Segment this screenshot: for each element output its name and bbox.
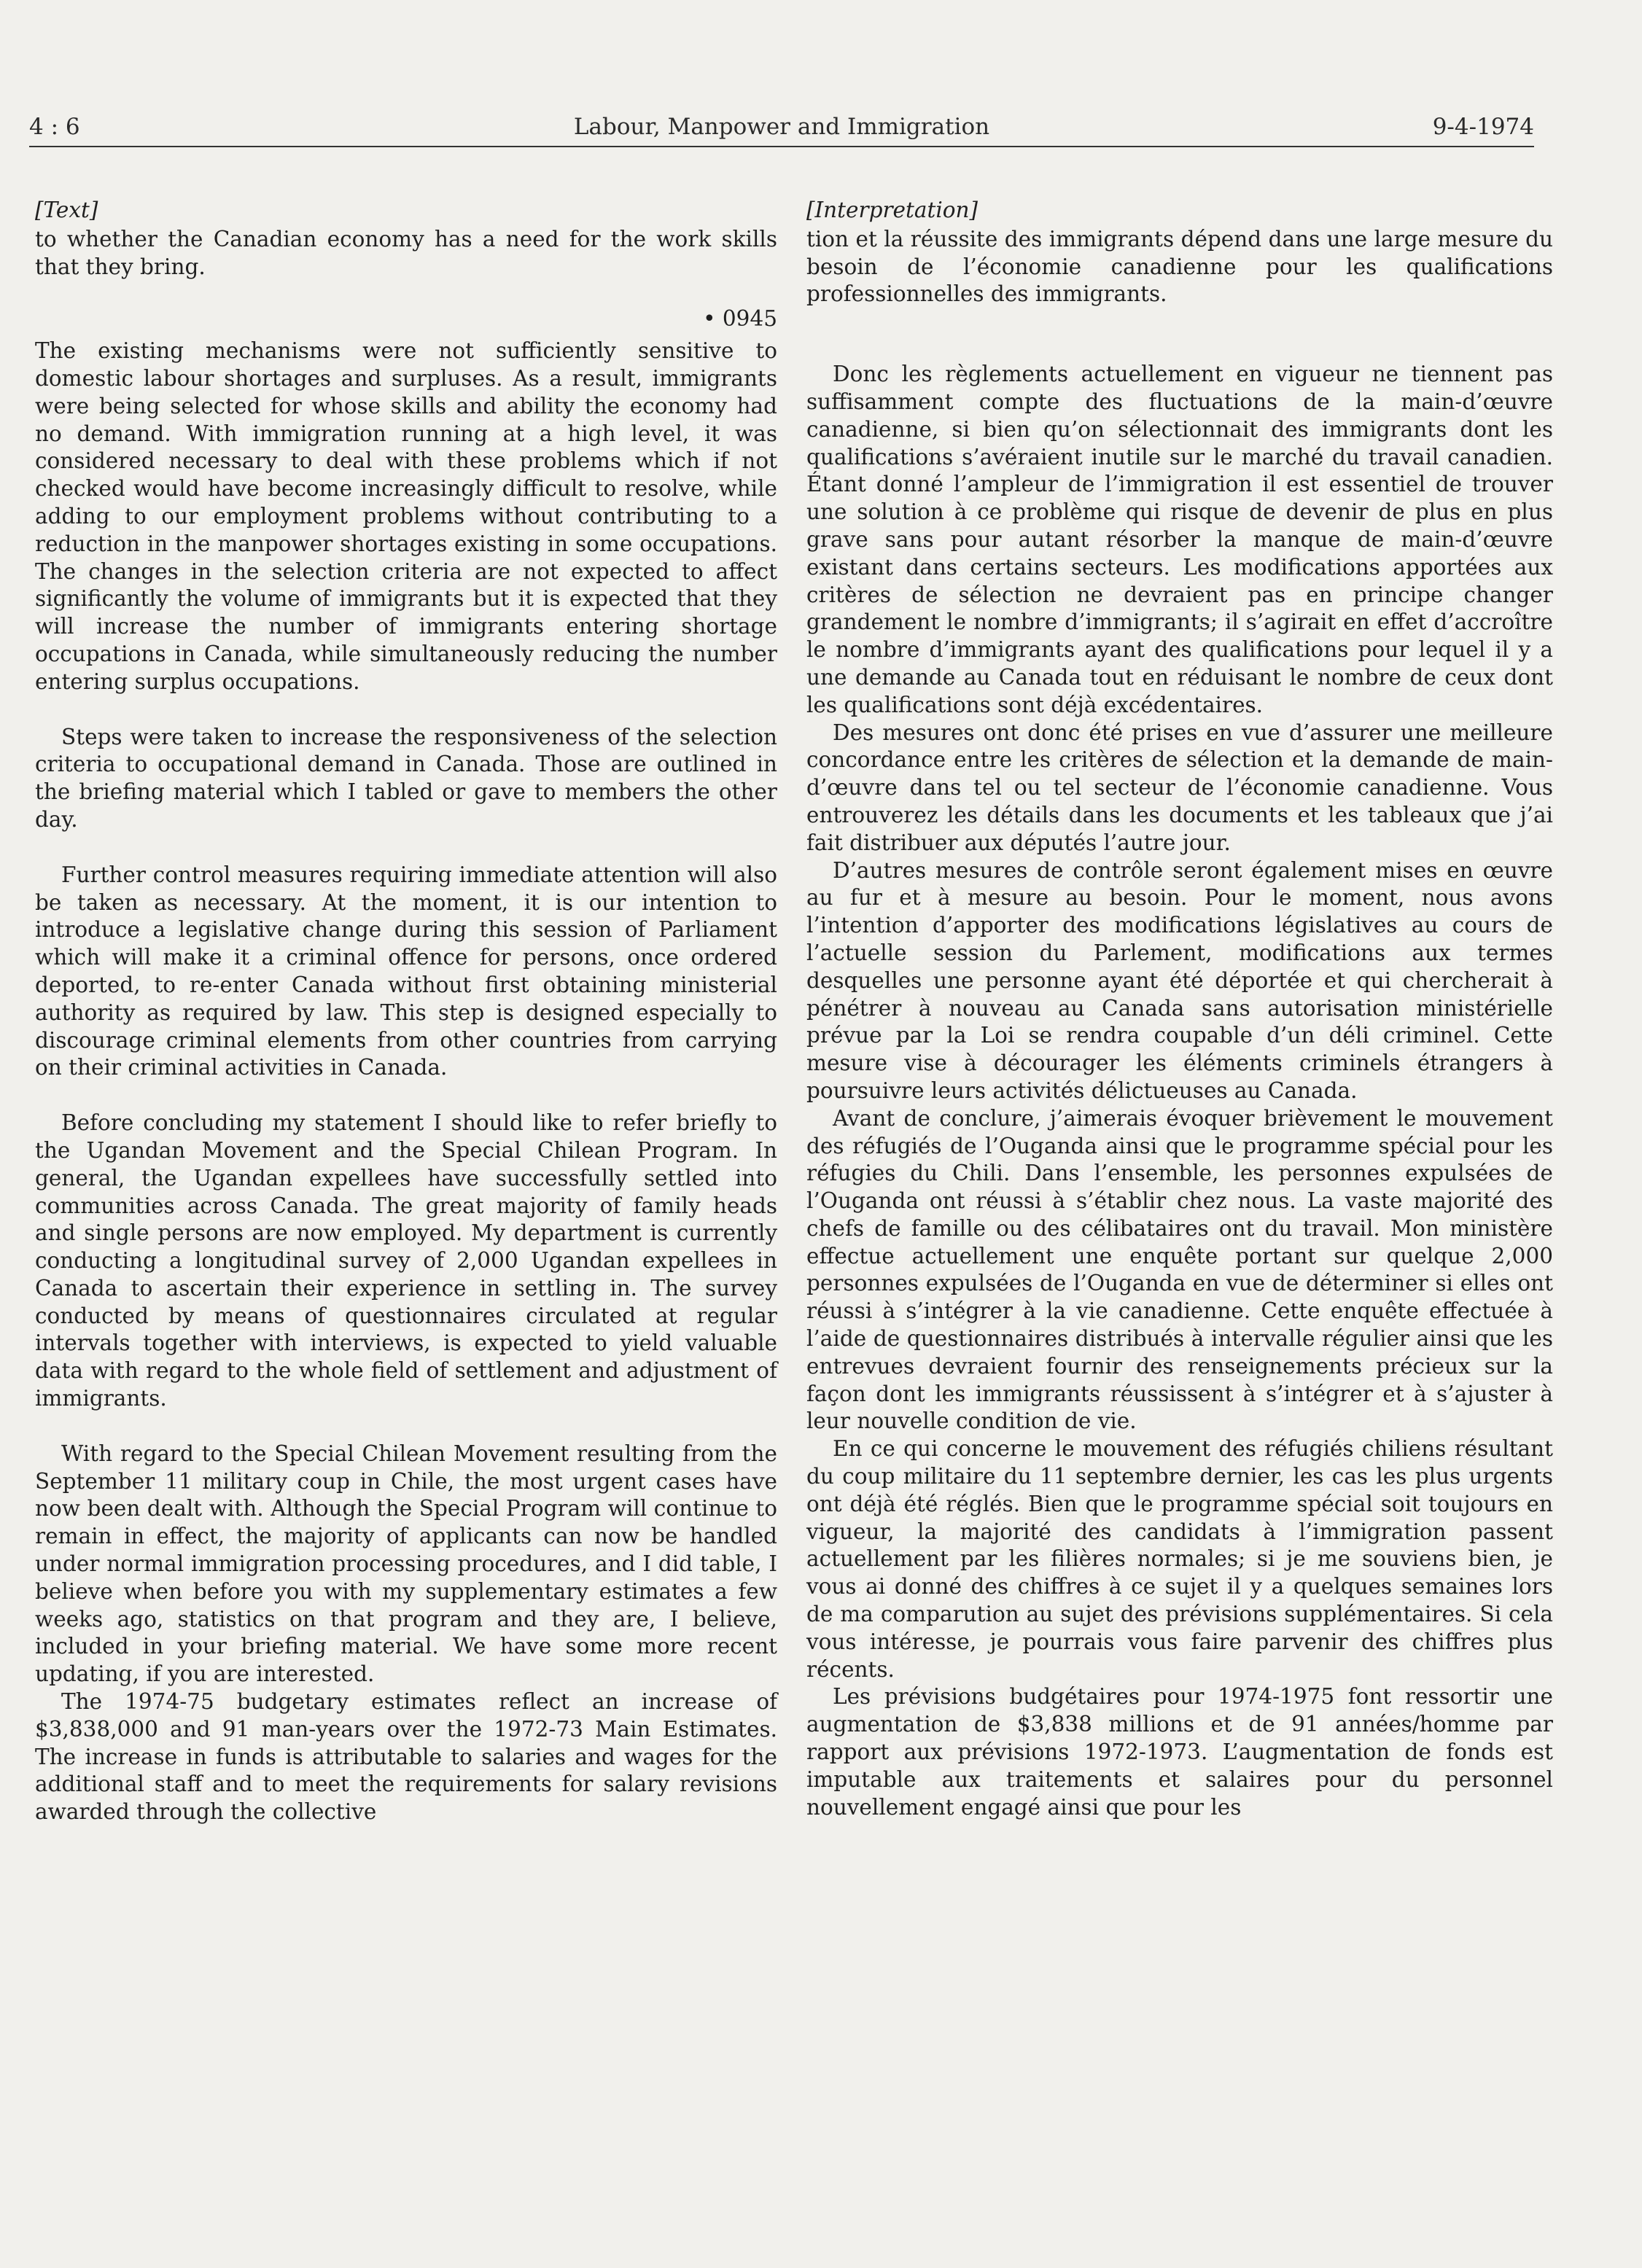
en-paragraph-4: Further control measures requiring immediate attention will also be taken as necessary. At the moment, it is our intention to introduce a legislative change during this session of Parliament which will make it a criminal offence for persons, once ordered deported, to re-enter Canada without first obtaining ministerial authority as required by law. This step is designed especially to discourage criminal elements from other countries from carrying on their criminal activities in Canada. — [35, 862, 777, 1080]
fr-paragraph-4: D’autres mesures de contrôle seront également mises en œuvre au fur et à mesure au besoin. Pour le moment, nous avons l’intention d’apporter des modifications législatives au cours de l’actuelle session du Parlement, modifications aux termes desquelles une personne ayant été déportée et qui chercherait à pénétrer à nouveau au Canada sans autorisation ministérielle prévue par la Loi se rendra coupable d’un déli criminel. Cette mesure vise à décourager les éléments criminels étrangers à poursuivre leurs activités délictueuses au Canada. — [806, 857, 1553, 1103]
page-header — [29, 108, 1534, 147]
paragraph-gap — [35, 696, 777, 724]
fr-paragraph-2: Donc les règlements actuellement en vigueur ne tiennent pas suffisamment compte des fluctuations de la main-d’œuvre canadienne, si bien qu’on sélectionnait des immigrants dont les qualifications s’avéraient inutile sur le marché du travail canadien. Étant donné l’ampleur de l’immigration il est essentiel de trouver une solution à ce problème qui risque de devenir de plus en plus grave sans pour autant résorber la manque de main-d’œuvre existant dans certains secteurs. Les modifications apportées aux critères de sélection ne devraient pas en principe changer grandement le nombre d’immigrants; il s’agirait en effet d’accroître le nombre d’immigrants ayant des qualifications pour lequel il y a une demande au Canada tout en réduisant le nombre de ceux dont les qualifications sont déjà excédentaires. — [806, 362, 1553, 717]
fr-paragraph-6: En ce qui concerne le mouvement des réfugiés chiliens résultant du coup militaire du 11 septembre dernier, les cas les plus urgents ont déjà été réglés. Bien que le programme spécial soit toujours en vigueur, la majorité des candidats à l’immigration passent actuellement par les filières normales; si je me souviens bien, je vous ai donné des chiffres à ce sujet il y a quelques semaines lors de ma comparution au sujet des prévisions supplémentaires. Si cela vous intéresse, je pourrais vous faire parvenir des chiffres plus récents. — [806, 1436, 1553, 1682]
fr-paragraph-3: Des mesures ont donc été prises en vue d’assurer une meilleure concordance entre les critères de sélection et la demande de main-d’œuvre dans tel ou tel secteur de l’économie canadienne. Vous entrouverez les détails dans les documents et les tableaux que j’ai fait distribuer aux députés l’autre jour. — [806, 720, 1553, 855]
page-number: 4 : 6 — [29, 114, 80, 140]
en-paragraph-7: The 1974-75 budgetary estimates reflect an increase of $3,838,000 and 91 man-years over the 1972-73 Main Estimates. The increase in funds is attributable to salaries and wages for the additional staff and to meet the requirements for salary revisions awarded through the collective — [35, 1689, 777, 1825]
time-marker: • 0945 — [703, 306, 777, 332]
french-column — [806, 197, 1553, 1821]
paragraph-gap — [35, 834, 777, 862]
fr-paragraph-5: Avant de conclure, j’aimerais évoquer brièvement le mouvement des réfugiés de l’Ouganda ainsi que le programme spécial pour les réfugies du Chili. Dans l’ensemble, les personnes expulsées de l’Ouganda ont réussi à s’établir chez nous. La vaste majorité des chefs de famille ou des célibataires ont du travail. Mon ministère effectue actuellement une enquête portant sur quelque 2,000 personnes expulsées de l’Ouganda en vue de déterminer si elles ont réussi à s’intégrer à la vie canadienne. Cette enquête effectuée à l’aide de questionnaires distribués à intervalle régulier ainsi que les entrevues devraient fournir des renseignements précieux sur la façon dont les immigrants réussissent à s’intégrer et à s’ajuster à leur nouvelle condition de vie. — [806, 1105, 1553, 1434]
en-paragraph-6: With regard to the Special Chilean Movement resulting from the September 11 military coup in Chile, the most urgent cases have now been dealt with. Although the Special Program will continue to remain in effect, the majority of applicants can now be handled under normal immigration processing procedures, and I did table, I believe when before you with my supplementary estimates a few weeks ago, statistics on that program and they are, I believe, included in your briefing material. We have some more recent updating, if you are interested. — [35, 1441, 777, 1687]
paragraph-gap — [35, 1082, 777, 1110]
paragraph-gap — [35, 1413, 777, 1441]
en-paragraph-2: The existing mechanisms were not sufficiently sensitive to domestic labour shortages and surpluses. As a result, immigrants were being selected for whose skills and ability the economy had no demand. With immigration running at a high level, it was considered necessary to deal with these problems which if not checked would have become increasingly difficult to resolve, while adding to our employment problems without contributing to a reduction in the manpower shortages existing in some occupations. The changes in the selection criteria are not expected to affect significantly the volume of immigrants but it is expected that they will increase the number of immigrants entering shortage occupations in Canada, while simultaneously reducing the number entering surplus occupations. — [35, 338, 777, 694]
fr-paragraph-7: Les prévisions budgétaires pour 1974-1975 font ressortir une augmentation de $3,838 millions et de 91 années/homme par rapport aux prévisions 1972-1973. L’augmentation de fonds est imputable aux traitements et salaires pour du personnel nouvellement engagé ainsi que pour les — [806, 1684, 1553, 1820]
paragraph-gap — [806, 308, 1553, 361]
english-column — [35, 197, 777, 1826]
text-label: [Text] — [35, 198, 98, 222]
en-paragraph-1: to whether the Canadian economy has a need for the work skills that they bring. — [35, 226, 777, 279]
running-title: Labour, Manpower and Immigration — [573, 114, 990, 140]
fr-paragraph-1: tion et la réussite des immigrants dépend dans une large mesure du besoin de l’économie canadienne pour les qualifications professionnelles des immigrants. — [806, 226, 1553, 307]
en-paragraph-3: Steps were taken to increase the responsiveness of the selection criteria to occupational demand in Canada. Those are outlined in the briefing material which I tabled or gave to members the other day. — [35, 724, 777, 832]
en-paragraph-5: Before concluding my statement I should like to refer briefly to the Ugandan Movement and the Special Chilean Program. In general, the Ugandan expellees have successfully settled into communities across Canada. The great majority of family heads and single persons are now employed. My department is currently conducting a longitudinal survey of 2,000 Ugandan expellees in Canada to ascertain their experience in settling in. The survey conducted by means of questionnaires circulated at regular intervals together with interviews, is expected to yield valuable data with regard to the whole field of settlement and adjustment of immigrants. — [35, 1110, 777, 1411]
header-date: 9-4-1974 — [1432, 114, 1534, 140]
interpretation-label: [Interpretation] — [806, 198, 978, 222]
